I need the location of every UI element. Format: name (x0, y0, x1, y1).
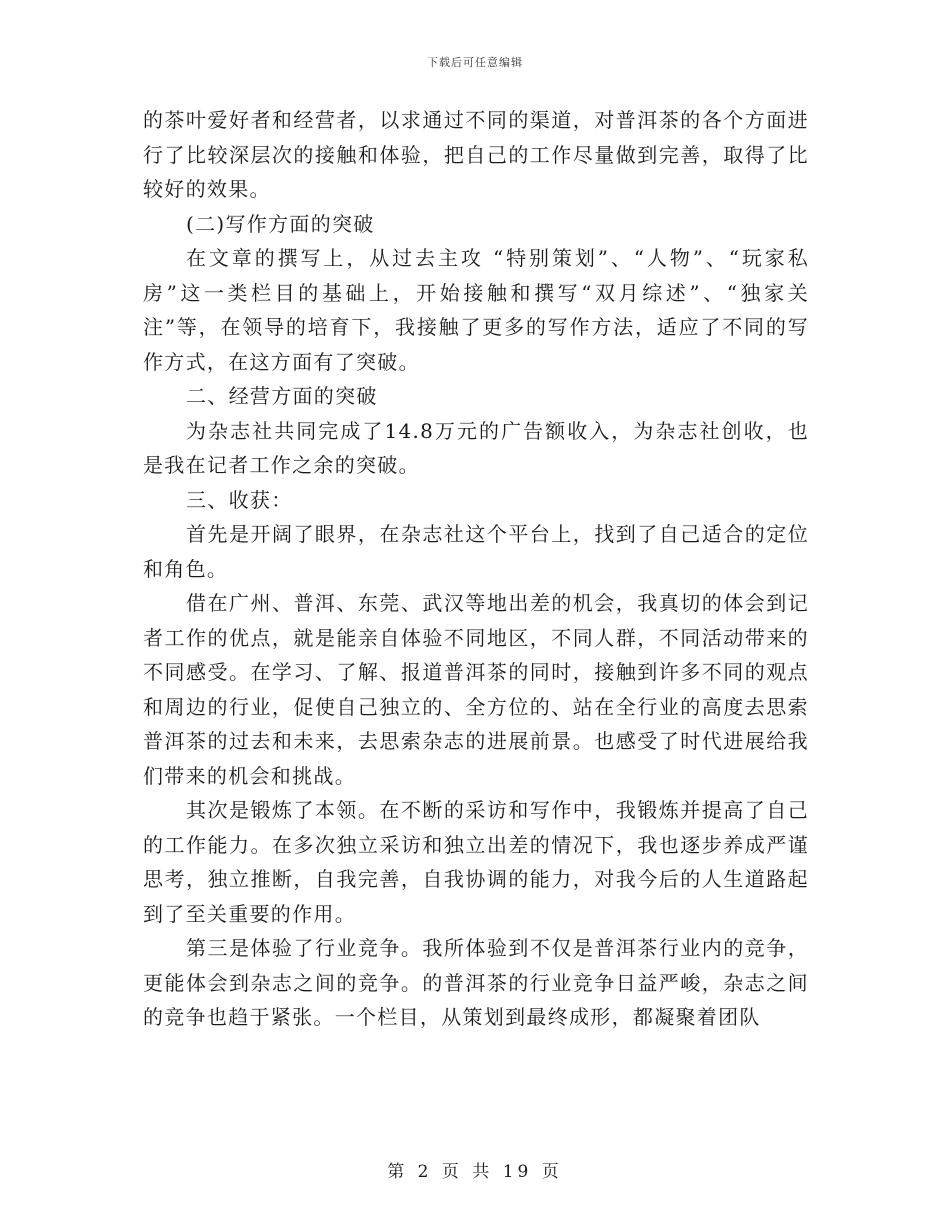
page-header-note: 下载后可任意编辑 (427, 56, 523, 69)
paragraph-gains-1: 首先是开阔了眼界，在杂志社这个平台上，找到了自己适合的定位和角色。 (143, 522, 809, 581)
section-heading-writing: (二)写作方面的突破 (186, 211, 375, 236)
paragraph-1: 的茶叶爱好者和经营者，以求通过不同的渠道，对普洱茶的各个方面进行了比较深层次的接触和体验，把自己的工作尽量做到完善，取得了比较好的效果。 (143, 108, 809, 201)
paragraph-business: 为杂志社共同完成了14.8万元的广告额收入，为杂志社创收，也是我在记者工作之余的突破。 (143, 418, 809, 477)
paragraph-gains-3: 其次是锻炼了本领。在不断的采访和写作中，我锻炼并提高了自己的工作能力。在多次独立采访和独立出差的情况下，我也逐步养成严谨思考，独立推断，自我完善，自我协调的能力，对我今后的人生道路起到了至关重要的作用。 (143, 798, 809, 926)
paragraph-gains-2: 借在广州、普洱、东莞、武汉等地出差的机会，我真切的体会到记者工作的优点，就是能亲自体验不同地区，不同人群，不同活动带来的不同感受。在学习、了解、报道普洱茶的同时，接触到许多不同的观点和周边的行业，促使自己独立的、全方位的、站在全行业的高度去思索普洱茶的过去和未来，去思索杂志的进展前景。也感受了时代进展给我们带来的机会和挑战。 (143, 591, 809, 788)
document-body (143, 103, 809, 1035)
section-heading-business: 二、经营方面的突破 (186, 384, 378, 408)
section-heading-gains: 三、收获： (186, 487, 293, 512)
page-number-footer: 第 2 页 共 19 页 (387, 1162, 563, 1182)
paragraph-writing: 在文章的撰写上，从过去主攻 “特别策划”、“人物”、“玩家私房”这一类栏目的基础上，开始接触和撰写“双月综述”、“独家关注”等，在领导的培育下，我接触了更多的写作方法，适应了不同的写作方式，在这方面有了突破。 (143, 246, 809, 374)
paragraph-gains-4: 第三是体验了行业竞争。我所体验到不仅是普洱茶行业内的竞争，更能体会到杂志之间的竞争。的普洱茶的行业竞争日益严峻，杂志之间的竞争也趋于紧张。一个栏目，从策划到最终成形，都凝聚着团队 (143, 936, 809, 1029)
